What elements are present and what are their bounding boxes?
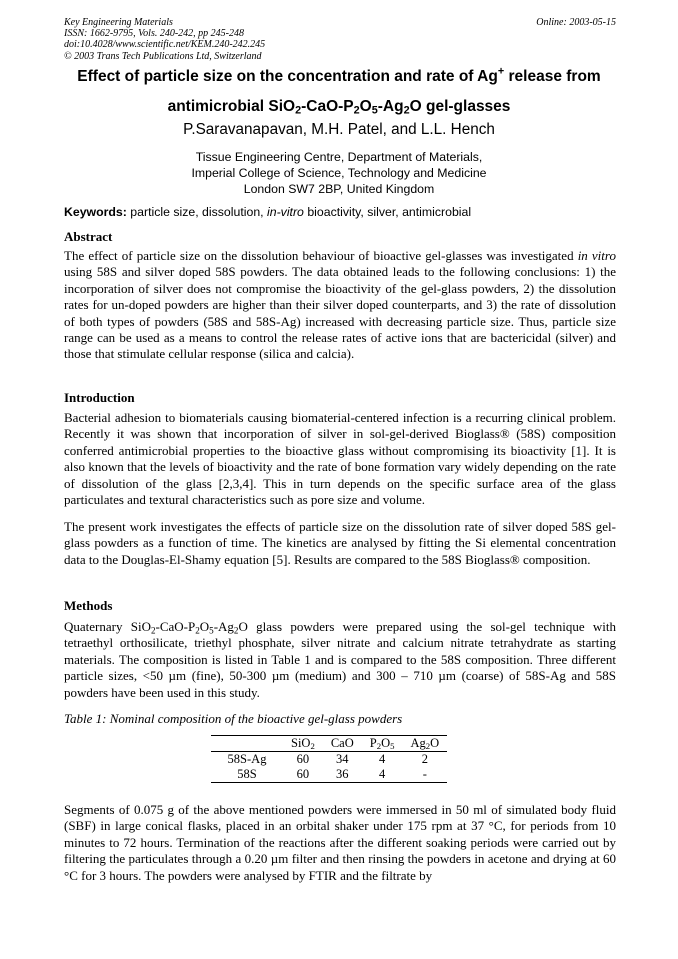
table-cell: 60: [296, 752, 310, 766]
introduction-para-1: Bacterial adhesion to biomaterials causing biomaterial-centered infection is a recurring clinical problem. Recently it was shown that incorporation of silver in sol-gel-derived Bioglass® (58S) composition conferred antimicrobial properties to the bioactive glass without compromising its bioactivity [1]. It is also known that the levels of bioactivity and the rate of bone formation vary widely depending on the rate of dissolution of the glass [2,3,4]. This in turn depends on the specific surface area of the glass particulates and textural characteristics such as pore size and volume.: [64, 410, 616, 508]
row-label: 58S: [237, 767, 257, 781]
table-cell: 4: [378, 752, 386, 766]
title-line-1: Effect of particle size on the concentration and rate of Ag+ release from: [77, 65, 601, 85]
journal-name: Key Engineering Materials: [64, 17, 173, 28]
table-row: [211, 767, 447, 783]
table-cell: 60: [296, 767, 310, 781]
doi-line: doi:10.4028/www.scientific.net/KEM.240-242.245: [64, 39, 266, 51]
title-line-2: antimicrobial $SiO_2-CaO-P_2O_5-Ag_2O$ gel-glasses: [167, 98, 511, 117]
composition-table: [211, 735, 447, 783]
introduction-heading: Introduction: [64, 390, 135, 405]
column-header-sio2: SiO$_2$: [291, 736, 315, 752]
copyright-line: © 2003 Trans Tech Publications Ltd, Switzerland: [64, 50, 262, 62]
table-cell: 2: [421, 752, 428, 766]
methods-para-2: Segments of 0.075 g of the above mentioned powders were immersed in 50 ml of simulated body fluid (SBF) in large conical flasks, placed in an orbital shaker under 175 rpm at 37 °C, for periods from 10 minutes to 72 hours. Termination of the reactions after the different soaking periods were carried out by filtering the particulates through a 0.20 µm filter and then rinsing the powders in acetone and drying at 60 °C for 3 hours. The powders were analysed by FTIR and the filtrate by: [64, 802, 616, 883]
introduction-para-2: The present work investigates the effects of particle size on the dissolution rate of silver doped 58S gel-glass powders as a function of time. The kinetics are analysed by fitting the Si elemental concentration data to the Douglas-El-Shamy equation [5]. Results are compared to the 58S Bioglass® composition.: [64, 519, 616, 567]
table-header-row: [211, 736, 447, 752]
keywords: Keywords: particle size, dissolution, in-vitro bioactivity, silver, antimicrobial: [64, 205, 472, 219]
methods-para-1: Quaternary $SiO_2-CaO-P_2O_5-Ag_2O$ glass powders were prepared using the sol-gel technique with tetraethyl orthosilicate, triethyl phosphate, silver nitrate and calcium nitrate tetrahydrate as starting materials. The composition is listed in Table 1 and is compared to the 58S composition. Three different particle sizes, <50 µm (fine), 50-300 µm (medium) and 300 – 710 µm (coarse) of 58S-Ag and 58S powders have been used in this study.: [64, 619, 616, 700]
table-cell: 36: [336, 767, 349, 781]
methods-heading: Methods: [64, 598, 113, 613]
online-date: Online: 2003-05-15: [536, 17, 616, 28]
table-row: [211, 752, 447, 768]
column-header-cao: CaO: [330, 736, 354, 750]
abstract-heading: Abstract: [64, 229, 113, 244]
affiliation-line: Tissue Engineering Centre, Department of Materials,: [195, 150, 483, 164]
affiliation: [0, 149, 678, 197]
column-header-p2o5: $P_2O_5$: [369, 736, 395, 752]
table-cell: 4: [378, 767, 386, 781]
authors: P.Saravanapavan, M.H. Patel, and L.L. Hench: [183, 121, 495, 138]
table-caption: Table 1: Nominal composition of the bioactive gel-glass powders: [64, 711, 403, 726]
issn-line: ISSN: 1662-9795, Vols. 240-242, pp 245-248: [64, 28, 244, 40]
journal-header: [64, 17, 616, 62]
row-label: 58S-Ag: [227, 752, 267, 766]
abstract-text: The effect of particle size on the dissolution behaviour of bioactive gel-glasses was investigated in vitro using 58S and silver doped 58S powders. The data obtained leads to the following conclusions: 1) the incorporation of silver does not compromise the bioactivity of the gel-glass powders, 2) the dissolution rates for un-doped powders are higher than their silver doped counterparts, and 3) the rate of dissolution of both types of powders (58S and 58S-Ag) increased with decreasing particle size. Thus, particle size range can be used as a means to control the release rates of active ions that are bactericidal (silver) and those that stimulate cellular response (silica and calcia).: [64, 248, 616, 362]
column-header-ag2o: $Ag_2O$: [410, 736, 440, 752]
paper-title: [50, 62, 628, 122]
affiliation-line: London SW7 2BP, United Kingdom: [243, 182, 435, 196]
affiliation-line: Imperial College of Science, Technology and Medicine: [191, 166, 487, 180]
table-cell: 34: [336, 752, 349, 766]
table-corner: [211, 736, 283, 752]
table-cell: -: [422, 767, 427, 781]
